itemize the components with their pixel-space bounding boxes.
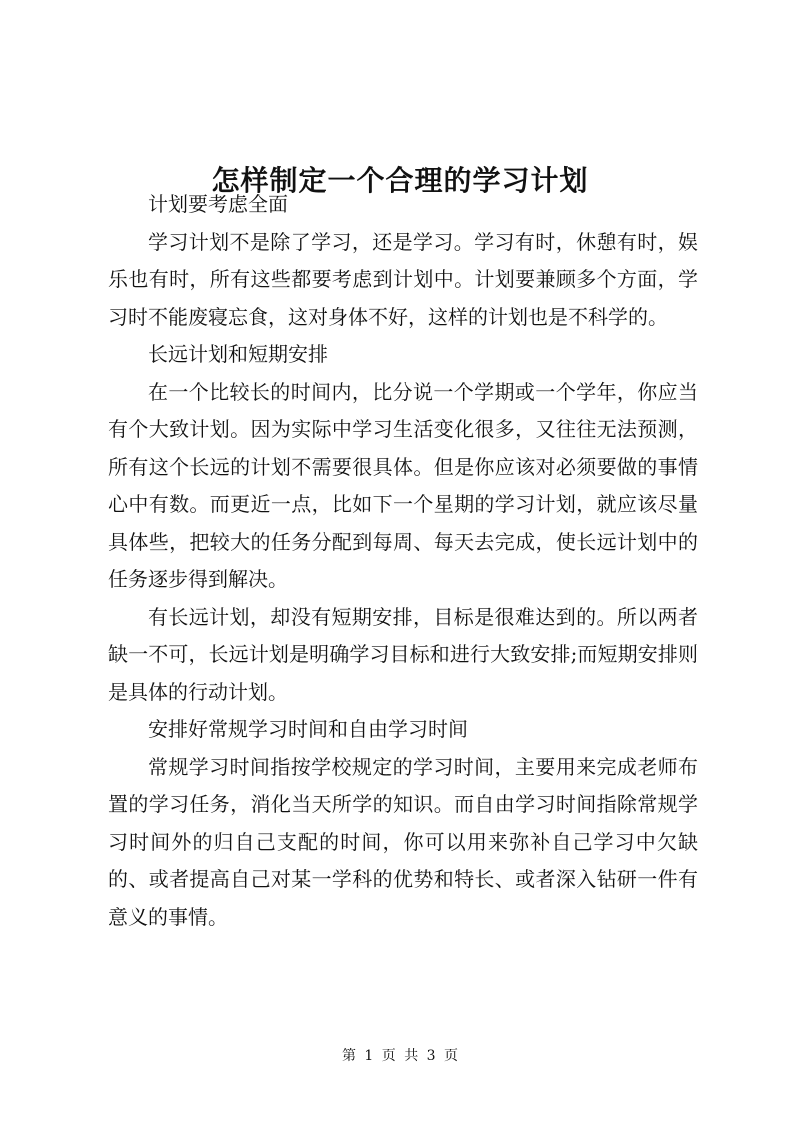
section-heading: 长远计划和短期安排 (148, 342, 328, 366)
paragraph: 在一个比较长的时间内，比分说一个学期或一个学年，你应当有个大致计划。因为实际中学习生活变化很多，又往往无法预测，所有这个长远的计划不需要很具体。但是你应该对必须要做的事情心中有数。而更近一点，比如下一个星期的学习计划，就应该尽量具体些，把较大的任务分配到每周、每天去完成，使长远计划中的任务逐步得到解决。 (108, 379, 698, 591)
paragraph: 学习计划不是除了学习，还是学习。学习有时，休憩有时，娱乐也有时，所有这些都要考虑到计划中。计划要兼顾多个方面，学习时不能废寝忘食，这对身体不好，这样的计划也是不科学的。 (108, 229, 698, 329)
document-body (108, 186, 698, 936)
section-heading: 计划要考虑全面 (148, 192, 288, 216)
section-heading: 安排好常规学习时间和自由学习时间 (148, 717, 468, 741)
paragraph: 有长远计划，却没有短期安排，目标是很难达到的。所以两者缺一不可，长远计划是明确学习目标和进行大致安排;而短期安排则是具体的行动计划。 (108, 604, 698, 704)
document-title: 怎样制定一个合理的学习计划 (211, 163, 589, 197)
paragraph: 常规学习时间指按学校规定的学习时间，主要用来完成老师布置的学习任务，消化当天所学的知识。而自由学习时间指除常规学习时间外的归自己支配的时间，你可以用来弥补自己学习中欠缺的、或者提高自己对某一学科的优势和特长、或者深入钻研一件有意义的事情。 (108, 754, 698, 929)
page-indicator: 第 1 页 共 3 页 (341, 1048, 459, 1064)
